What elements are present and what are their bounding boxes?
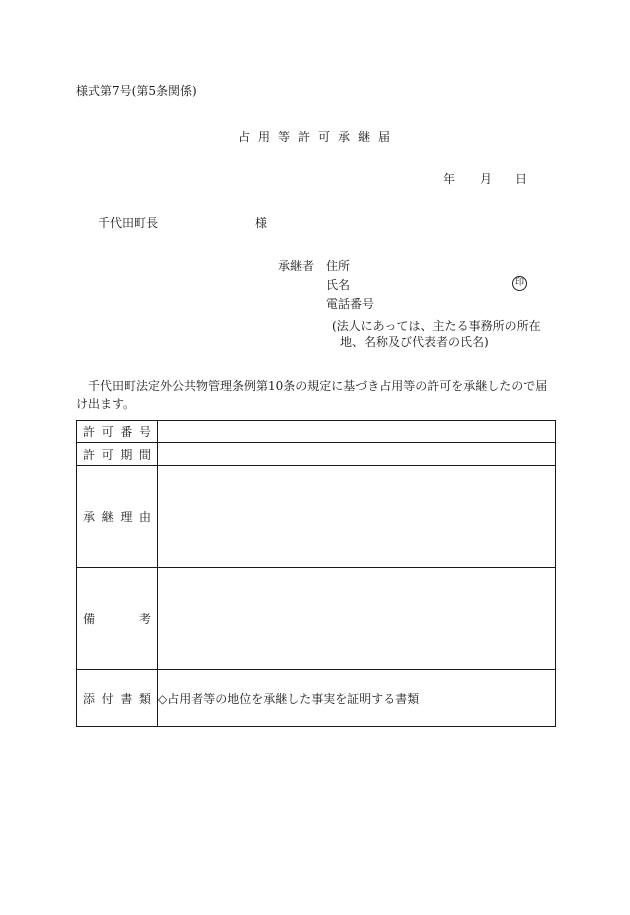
label-char: 継 [101, 510, 114, 524]
date-day-label: 日 [515, 172, 528, 186]
label-char: 承 [83, 510, 96, 524]
label-char: 由 [138, 510, 151, 524]
remarks-label [77, 610, 157, 627]
corporate-note-line2: 地、名称及び代表者の氏名) [340, 335, 489, 349]
addressee-honorific: 様 [255, 216, 268, 230]
attachments-label-cell [77, 670, 158, 727]
permit-period-label [77, 446, 157, 463]
permit-period-value[interactable] [158, 443, 556, 466]
permit-number-label [77, 423, 157, 440]
label-char: 番 [120, 425, 133, 439]
permit-number-label-cell [77, 421, 158, 443]
remarks-value[interactable] [158, 568, 556, 670]
permit-details-table [76, 420, 556, 727]
reason-label-cell [77, 466, 158, 568]
reason-value[interactable] [158, 466, 556, 568]
declaration-text: 千代田町法定外公共物管理条例第10条の規定に基づき占用等の許可を承継したので届け出ます。 [76, 379, 548, 411]
corporate-note-line1: (法人にあっては、主たる事務所の所在 [332, 319, 541, 333]
label-char: 可 [101, 447, 114, 462]
label-char: 類 [138, 691, 151, 706]
label-char: 間 [138, 447, 151, 462]
label-char: 許 [83, 447, 96, 462]
reason-label [77, 508, 157, 525]
seal-mark: 印 [512, 276, 527, 291]
attachments-label [77, 690, 157, 707]
form-number-label: 様式第7号(第5条関係) [76, 84, 197, 98]
permit-number-value[interactable] [158, 421, 556, 443]
label-char: 備 [83, 612, 96, 626]
permit-period-label-cell [77, 443, 158, 466]
label-char: 考 [138, 612, 151, 626]
label-char: 付 [101, 691, 114, 706]
remarks-label-cell [77, 568, 158, 670]
label-char: 書 [120, 691, 133, 706]
label-char: 添 [83, 691, 96, 706]
label-char: 許 [83, 425, 96, 439]
document-title: 占用等許可承継届 [237, 130, 398, 144]
date-year-label: 年 [443, 172, 456, 186]
addressee-name: 千代田町長 [98, 216, 159, 230]
address-label: 住所 [326, 259, 351, 273]
name-label: 氏名 [326, 278, 351, 292]
label-char: 理 [120, 510, 133, 524]
date-month-label: 月 [480, 172, 493, 186]
label-char: 号 [138, 425, 151, 439]
attachments-value: ◇占用者等の地位を承継した事実を証明する書類 [158, 670, 556, 727]
phone-label: 電話番号 [326, 297, 375, 311]
label-char: 可 [101, 425, 114, 439]
applicant-role-label: 承継者 [278, 259, 315, 273]
label-char: 期 [120, 447, 133, 462]
